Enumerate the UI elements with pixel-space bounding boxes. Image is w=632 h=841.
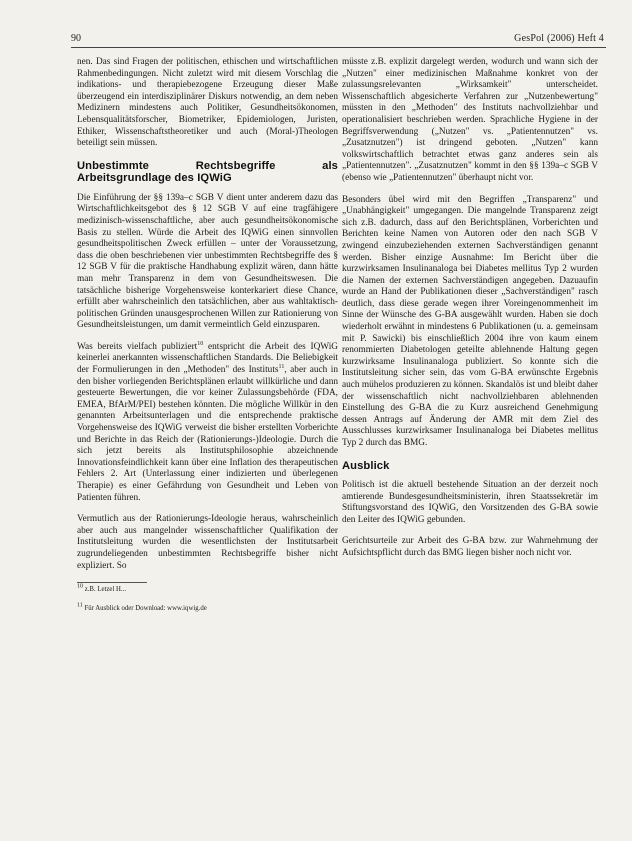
footnote-number: 11	[77, 602, 83, 609]
footnote-rule	[77, 582, 147, 583]
text-run: , aber auch in den bisher vorliegenden Berichtsplänen erlaubt willkürliche und dann gesteuerte Bewertungen, die vor keiner Zulassungsbehörde (FDA, EMEA, BfArM/PEI) bestehen könnten. Die mögliche Willkür in den genannten Arbeitsunterlagen und die entsprechende praktische Vorgehensweise des IQWiG verweist die bisher erstellten Vorberichte und Berichte in das Reich der (Rationierungs-)Ideologie. Durch die sich jetzt bereits als Institutsphilosophie abzeichnende Innovationsfeindlichkeit kann über eine Inflation des therapeutischen Fehlers 2. Art (Unterlassung einer indizierten und überlegenen Therapie) es einer Gefährdung von Gesundheit und Leben von Patienten führen.	[77, 365, 338, 503]
footnote-number: 10	[77, 583, 83, 590]
footnote	[77, 602, 338, 614]
footnote-ref: 10	[197, 340, 204, 347]
text-run: entspricht die Arbeit des IQWiG keinerlei anerkannten wissenschaftlichen Standards. Die Beliebigkeit der Formulierungen in den „Methoden" des Instituts	[77, 341, 338, 376]
paragraph: müsste z.B. explizit dargelegt werden, wodurch und wann sich der „Nutzen" einer medizinischen Maßnahme konkret von der zulassungsrelevanten „Wirksamkeit" unterscheidet. Wissenschaftlich abgesicherte Verfahren zur „Nutzenbewertung" müssten in den „Methoden" des Instituts nachvollziehbar und operationalisiert beschrieben werden. Sprachliche Hygiene in der Begriffsverwendung („Nutzen" vs. „Patientennutzen" vs. „Zusatznutzen") ist dringend geboten. „Nutzen" kann volkswirtschaftlich betrachtet etwas ganz anderes sein als „Patientennutzen". „Zusatznutzen" kommt in den §§ 139a–c SGB V (ebenso wie „Patientennutzen" überhaupt nicht vor.	[342, 57, 598, 183]
footnote-text: z.B. Letzel H...	[83, 586, 127, 594]
journal-header: GesPol (2006) Heft 4	[514, 33, 604, 44]
paragraph: Vermutlich aus der Rationierungs-Ideologie heraus, wahrscheinlich aber auch aus mangelnder wissenschaftlicher Qualifikation der Institutsleitung wurden die wesentlichsten der Institutsarbeit zugrundeliegenden unbestimmten Rechtsbegriffe bisher nicht expliziert. So	[77, 514, 338, 571]
right-column	[342, 57, 598, 570]
paragraph: Die Einführung der §§ 139a–c SGB V dient unter anderem dazu das Wirtschaftlichkeitsgebot des § 12 SGB V auf eine tragfähigere medizinisch-wissenschaftliche, aber auch gesundheitsökonomische Basis zu stellen. Würde die Arbeit des IQWiG einen sinnvollen gesundheitspolitischen Zweck erfüllen – unter der Voraussetzung, dass die oben beschriebenen vier unbestimmten Rechtsbegriffe des § 12 SGB V für die praktische Handhabung explizit wären, dann hätte man mehr Transparenz in dem von Gesundheitswesen. Die tatsächliche bisherige Vorgehensweise konterkariert diese Chance, erfüllt aber wahrscheinlich den tatsächlichen, aber aus wahltaktisch-politischen Gründen unausgesprochenen Willen zur Rationierung von Gesundheitsleistungen, um damit vermeintlich Geld einzusparen.	[77, 192, 338, 331]
footnote-ref: 11	[278, 363, 285, 370]
paragraph	[77, 342, 338, 504]
paragraph: Besonders übel wird mit den Begriffen „Transparenz" und „Unabhängigkeit" umgegangen. Die mangelnde Transparenz zeigt sich z.B. dadurch, dass auf den Berichtsplänen, Vorberichten und Berichten keine Namen von Autoren oder den nach SGB V zwingend einzubeziehenden externen Sachverständigen genannt werden. Bisher einzige Ausnahme: Im Bericht über die kurzwirksamen Insulinanaloga bei Diabetes mellitus Typ 2 wurden die Namen der externen Sachverständigen angegeben. Dazuaufin wurde an Hand der Publikationen dieser „Sachverständigen" rasch deutlich, dass diese gerade wegen ihrer Voreingenommenheit im Sinne der Wünsche des G-BA ausgewählt wurden. Haben sie doch wiederholt erwähnt in mindestens 6 Publikationen (u. a. gemeinsam mit P. Sawicki) bis einschließlich 2004 ihre von kaum einem renommierten Diabetologen geteilte ablehnende Haltung gegen kurzwirksame Insulinanaloga publiziert. So konnte sich die Institutsleitung sicher sein, das vom G-BA erwünschte Ergebnis auch mühelos produzieren zu können. Skandalös ist und bleibt daher der wissenschaftlich nicht nachvollziehbaren ablehnenden Einstellung des G-BA die zu Kurz ausreichend Genehmigung dessen Antrags auf Änderung der AMR mit dem Ziel des Ausschlusses kurzwirksamer Insulinanaloga bei Diabetes mellitus Typ 2 durch das BMG.	[342, 194, 598, 448]
footnote-text: Für Ausblick oder Download: www.iqwig.de	[82, 604, 207, 612]
header-rule	[71, 47, 606, 48]
text-run: Was bereits vielfach publiziert	[77, 341, 198, 352]
section-heading: Ausblick	[342, 459, 390, 472]
section-heading: Unbestimmte Rechtsbegriffe als Arbeitsgrundlage des IQWiG	[77, 159, 338, 185]
page-number: 90	[71, 33, 81, 44]
left-column	[77, 57, 338, 623]
footnote	[77, 583, 338, 595]
paragraph: nen. Das sind Fragen der politischen, ethischen und wirtschaftlichen Rahmenbedingungen. Nicht zuletzt wird mit diesem Vorschlag die indikations- und therapiebezogene Erzeugung dieser Maße überzeugend ein interdisziplinärer Diskurs notwendig, an dem neben Medizinern mindestens auch Politiker, Gesundheitsökonomen, Lebensqualitätsforscher, Biometriker, Epidemiologen, Juristen, Ethiker, Wissenschaftstheoretiker und auch (Moral-)Theologen beteiligt sein müssen.	[77, 57, 338, 149]
paragraph: Politisch ist die aktuell bestehende Situation an der derzeit noch amtierende Bundesgesundheitsministerin, ihren Staatssekretär im Stiftungsvorstand des IQWiG, den Vorsitzenden des G-BA sowie den Leiter des IQWiG gebunden.	[342, 480, 598, 525]
paragraph: Gerichtsurteile zur Arbeit des G-BA bzw. zur Wahrnehmung der Aufsichtspflicht durch das BMG liegen bisher noch nicht vor.	[342, 536, 598, 559]
